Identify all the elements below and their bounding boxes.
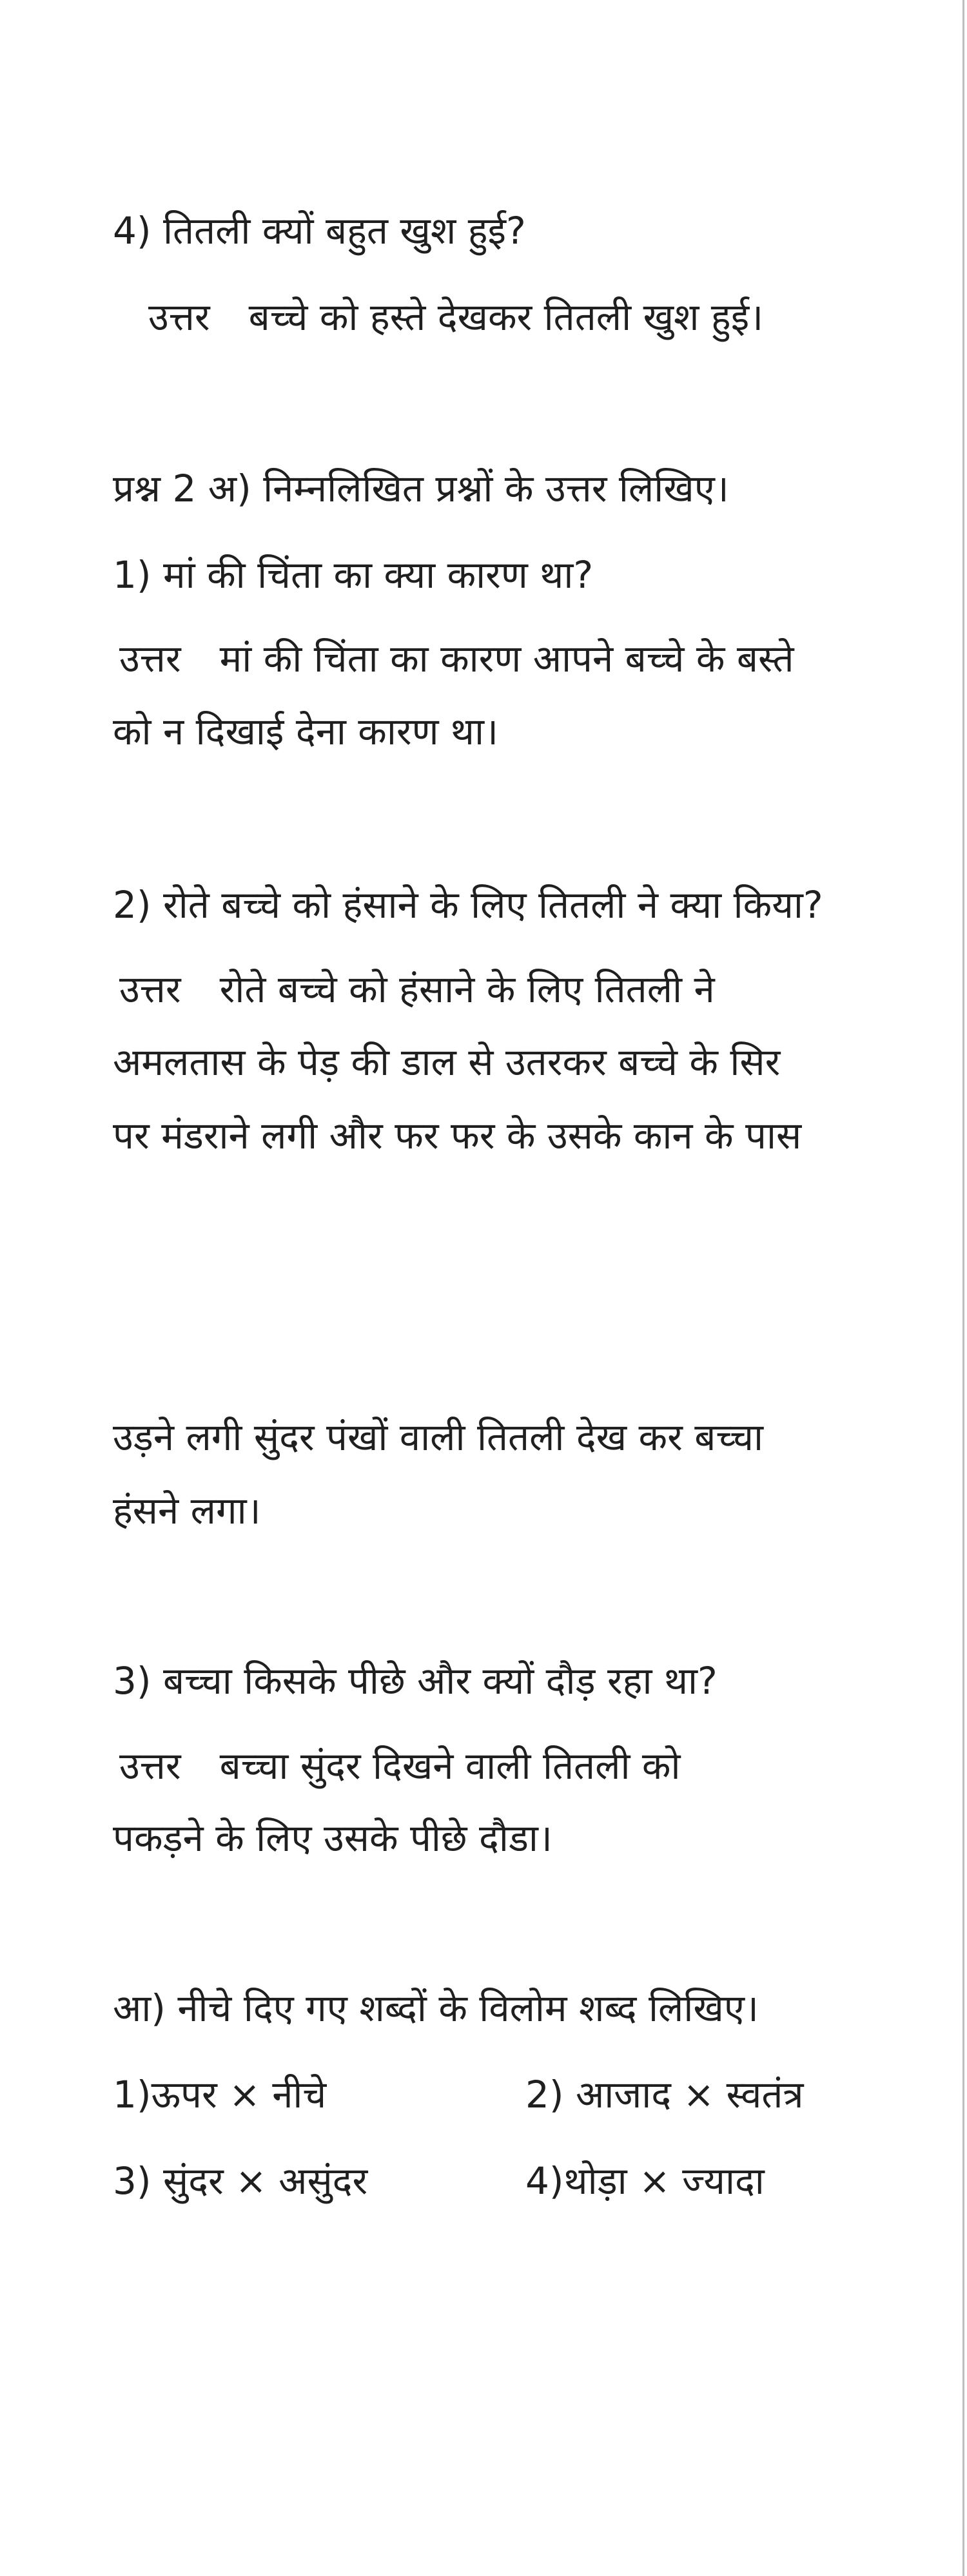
antonym-pair-4: 4)थोड़ा × ज्यादा <box>525 2159 765 2203</box>
antonym-pair-1: 1)ऊपर × नीचे <box>113 2073 327 2116</box>
answer-4 <box>148 291 763 343</box>
antonyms-heading: आ) नीचे दिए गए शब्दों के विलोम शब्द लिखिए। <box>113 1986 759 2030</box>
antonym-pair-2: 2) आजाद × स्वतंत्र <box>525 2073 804 2116</box>
section-2-heading: प्रश्न 2 अ) निम्नलिखित प्रश्नों के उत्तर लिखिए। <box>113 467 729 510</box>
antonym-pair-3: 3) सुंदर × असुंदर <box>113 2159 368 2203</box>
answer-text: रोते बच्चे को हंसाने के लिए तितली ने <box>219 967 715 1011</box>
answer-2-line-5: हंसने लगा। <box>113 1489 261 1533</box>
answer-2-line-1 <box>119 964 715 1015</box>
answer-label: उत्तर <box>119 1744 181 1788</box>
answer-2-line-4: उड़ने लगी सुंदर पंखों वाली तितली देख कर बच्चा <box>113 1415 764 1459</box>
question-3: 3) बच्चा किसके पीछे और क्यों दौड़ रहा था? <box>113 1659 718 1703</box>
answer-3-line-1 <box>119 1740 680 1792</box>
answer-1-line-1 <box>119 633 794 684</box>
answer-3-line-2: पकड़ने के लिए उसके पीछे दौडा। <box>113 1816 552 1860</box>
answer-text: मां की चिंता का कारण आपने बच्चे के बस्ते <box>219 637 794 681</box>
answer-label: उत्तर <box>148 295 210 339</box>
page-edge-line <box>962 0 964 2576</box>
question-2: 2) रोते बच्चे को हंसाने के लिए तितली ने क्या किया? <box>113 883 823 927</box>
question-4: 4) तितली क्यों बहुत खुश हुई? <box>113 209 526 253</box>
answer-label: उत्तर <box>119 967 181 1011</box>
answer-label: उत्तर <box>119 637 181 681</box>
answer-2-line-3: पर मंडराने लगी और फर फर के उसके कान के पास <box>113 1114 802 1157</box>
answer-text: बच्चे को हस्ते देखकर तितली खुश हुई। <box>248 295 764 339</box>
answer-text: बच्चा सुंदर दिखने वाली तितली को <box>219 1744 681 1788</box>
answer-1-line-2: को न दिखाई देना कारण था। <box>113 710 499 753</box>
answer-2-line-2: अमलतास के पेड़ की डाल से उतरकर बच्चे के सिर <box>113 1040 781 1084</box>
question-1: 1) मां की चिंता का क्या कारण था? <box>113 553 594 597</box>
